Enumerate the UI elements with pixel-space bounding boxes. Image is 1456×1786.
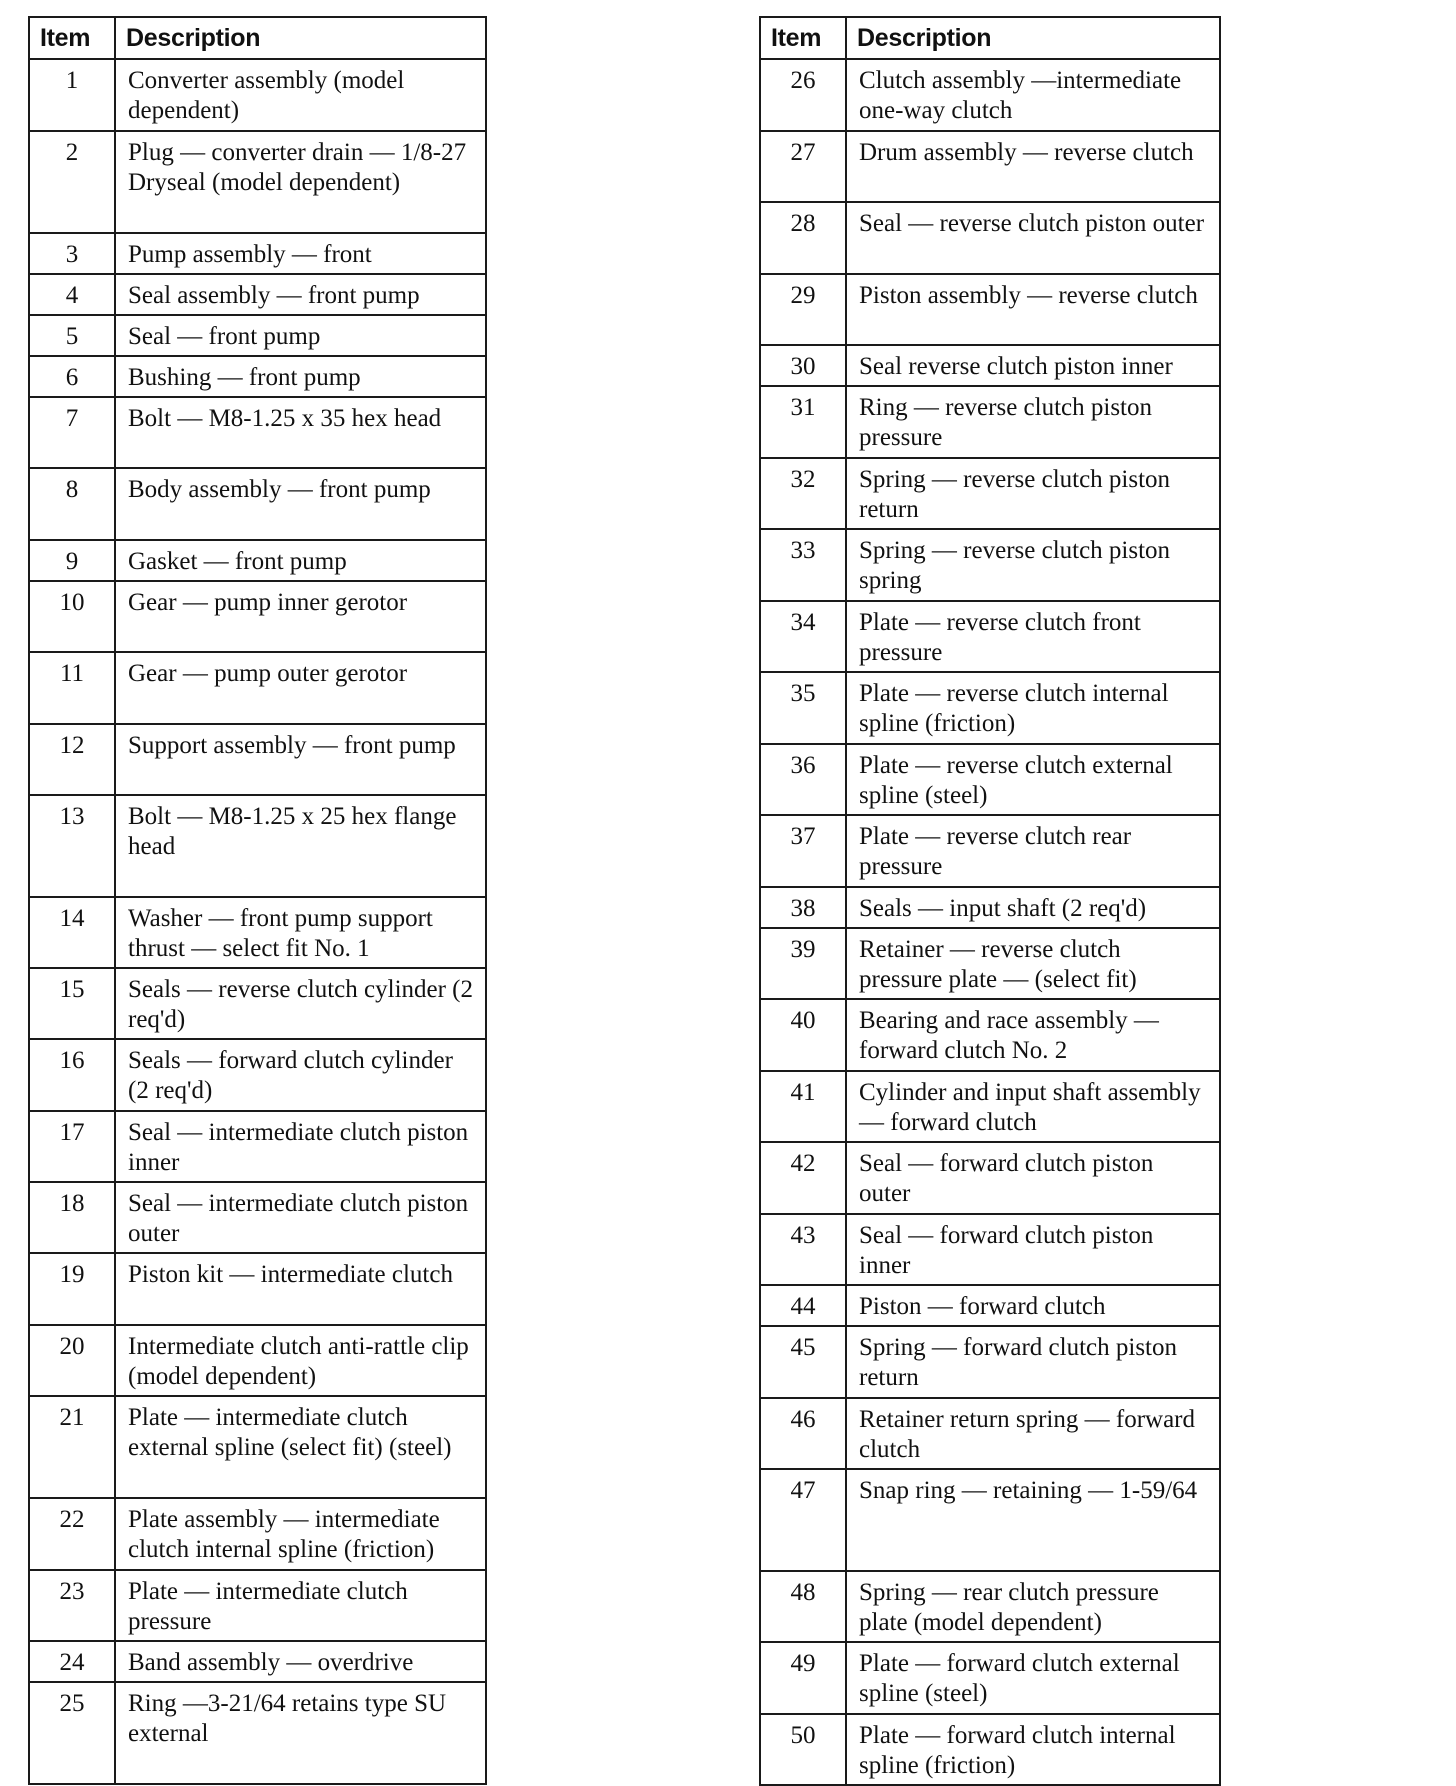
item-number: 27 bbox=[760, 131, 846, 202]
item-number: 2 bbox=[29, 131, 115, 233]
item-number: 21 bbox=[29, 1396, 115, 1498]
item-number: 20 bbox=[29, 1325, 115, 1396]
item-number: 13 bbox=[29, 795, 115, 897]
table-row bbox=[760, 1214, 1220, 1285]
item-number: 32 bbox=[760, 458, 846, 529]
item-number: 40 bbox=[760, 999, 846, 1071]
table-row bbox=[760, 529, 1220, 601]
item-number: 45 bbox=[760, 1326, 846, 1398]
table-row bbox=[29, 581, 486, 652]
table-row bbox=[29, 897, 486, 968]
table-row bbox=[29, 468, 486, 540]
item-number: 36 bbox=[760, 744, 846, 815]
table-row bbox=[29, 1039, 486, 1111]
item-number: 42 bbox=[760, 1142, 846, 1214]
item-description: Bushing — front pump bbox=[115, 356, 486, 397]
table-row bbox=[29, 1570, 486, 1641]
item-description: Body assembly — front pump bbox=[115, 468, 486, 540]
item-number: 23 bbox=[29, 1570, 115, 1641]
item-description: Plug — converter drain — 1/8-27 Dryseal (model dependent) bbox=[115, 131, 486, 233]
item-description: Pump assembly — front bbox=[115, 233, 486, 274]
item-description: Piston — forward clutch bbox=[846, 1285, 1220, 1326]
table-row bbox=[760, 202, 1220, 274]
item-number: 12 bbox=[29, 724, 115, 795]
table-row bbox=[29, 131, 486, 233]
item-number: 11 bbox=[29, 652, 115, 724]
table-row bbox=[29, 1325, 486, 1396]
item-description: Cylinder and input shaft assembly — forward clutch bbox=[846, 1071, 1220, 1142]
item-description: Gear — pump inner gerotor bbox=[115, 581, 486, 652]
table-row bbox=[760, 1714, 1220, 1785]
table-row bbox=[29, 540, 486, 581]
item-description: Seals — forward clutch cylinder (2 req'd) bbox=[115, 1039, 486, 1111]
item-number: 14 bbox=[29, 897, 115, 968]
item-number: 41 bbox=[760, 1071, 846, 1142]
item-header: Item bbox=[760, 17, 846, 59]
item-number: 33 bbox=[760, 529, 846, 601]
table-row bbox=[29, 1682, 486, 1784]
item-description: Seal reverse clutch piston inner bbox=[846, 345, 1220, 386]
table-row bbox=[29, 315, 486, 356]
item-number: 38 bbox=[760, 887, 846, 928]
item-number: 30 bbox=[760, 345, 846, 386]
item-description: Ring — reverse clutch piston pressure bbox=[846, 386, 1220, 458]
header-row bbox=[760, 17, 1220, 59]
table-row bbox=[760, 999, 1220, 1071]
table-row bbox=[29, 233, 486, 274]
item-number: 44 bbox=[760, 1285, 846, 1326]
item-description: Plate — forward clutch external spline (steel) bbox=[846, 1642, 1220, 1714]
item-description: Washer — front pump support thrust — select fit No. 1 bbox=[115, 897, 486, 968]
item-description: Band assembly — overdrive bbox=[115, 1641, 486, 1682]
item-description: Seal — intermediate clutch piston inner bbox=[115, 1111, 486, 1182]
item-header: Item bbox=[29, 17, 115, 59]
item-number: 9 bbox=[29, 540, 115, 581]
parts-table-left-body bbox=[29, 59, 486, 1784]
item-description: Seal assembly — front pump bbox=[115, 274, 486, 315]
item-number: 19 bbox=[29, 1253, 115, 1325]
item-description: Seals — input shaft (2 req'd) bbox=[846, 887, 1220, 928]
item-description: Spring — reverse clutch piston spring bbox=[846, 529, 1220, 601]
table-row bbox=[29, 274, 486, 315]
table-row bbox=[760, 672, 1220, 744]
table-row bbox=[760, 131, 1220, 202]
item-description: Spring — rear clutch pressure plate (model dependent) bbox=[846, 1571, 1220, 1642]
table-row bbox=[29, 1396, 486, 1498]
item-description: Bolt — M8-1.25 x 35 hex head bbox=[115, 397, 486, 468]
table-row bbox=[29, 1182, 486, 1253]
table-row bbox=[760, 928, 1220, 999]
table-row bbox=[760, 744, 1220, 815]
item-number: 39 bbox=[760, 928, 846, 999]
item-number: 4 bbox=[29, 274, 115, 315]
item-description: Drum assembly — reverse clutch bbox=[846, 131, 1220, 202]
item-description: Bearing and race assembly — forward clutch No. 2 bbox=[846, 999, 1220, 1071]
item-description: Gasket — front pump bbox=[115, 540, 486, 581]
table-row bbox=[760, 386, 1220, 458]
item-description: Plate — intermediate clutch pressure bbox=[115, 1570, 486, 1641]
table-row bbox=[760, 458, 1220, 529]
item-description: Plate — reverse clutch rear pressure bbox=[846, 815, 1220, 887]
table-row bbox=[760, 601, 1220, 672]
item-description: Spring — reverse clutch piston return bbox=[846, 458, 1220, 529]
table-row bbox=[760, 815, 1220, 887]
item-number: 15 bbox=[29, 968, 115, 1039]
table-row bbox=[760, 1142, 1220, 1214]
table-row bbox=[29, 1498, 486, 1570]
table-row bbox=[760, 1469, 1220, 1571]
table-row bbox=[760, 345, 1220, 386]
table-row bbox=[29, 652, 486, 724]
description-header: Description bbox=[846, 17, 1220, 59]
parts-table-right-body bbox=[760, 59, 1220, 1785]
item-description: Seals — reverse clutch cylinder (2 req'd) bbox=[115, 968, 486, 1039]
table-row bbox=[760, 59, 1220, 131]
item-description: Retainer return spring — forward clutch bbox=[846, 1398, 1220, 1469]
item-number: 29 bbox=[760, 274, 846, 345]
item-description: Plate — reverse clutch front pressure bbox=[846, 601, 1220, 672]
table-row bbox=[760, 1326, 1220, 1398]
item-description: Plate — reverse clutch internal spline (friction) bbox=[846, 672, 1220, 744]
item-description: Clutch assembly —intermediate one-way clutch bbox=[846, 59, 1220, 131]
table-row bbox=[760, 1398, 1220, 1469]
item-number: 43 bbox=[760, 1214, 846, 1285]
item-description: Seal — forward clutch piston inner bbox=[846, 1214, 1220, 1285]
table-row bbox=[29, 1111, 486, 1182]
item-number: 31 bbox=[760, 386, 846, 458]
item-number: 48 bbox=[760, 1571, 846, 1642]
item-description: Intermediate clutch anti-rattle clip (model dependent) bbox=[115, 1325, 486, 1396]
item-description: Ring —3-21/64 retains type SU external bbox=[115, 1682, 486, 1784]
item-description: Plate — forward clutch internal spline (friction) bbox=[846, 1714, 1220, 1785]
item-description: Seal — forward clutch piston outer bbox=[846, 1142, 1220, 1214]
table-row bbox=[29, 397, 486, 468]
item-number: 49 bbox=[760, 1642, 846, 1714]
item-description: Bolt — M8-1.25 x 25 hex flange head bbox=[115, 795, 486, 897]
item-number: 18 bbox=[29, 1182, 115, 1253]
item-number: 50 bbox=[760, 1714, 846, 1785]
table-row bbox=[29, 795, 486, 897]
item-description: Plate — reverse clutch external spline (steel) bbox=[846, 744, 1220, 815]
table-row bbox=[760, 887, 1220, 928]
table-row bbox=[760, 1571, 1220, 1642]
table-row bbox=[29, 1253, 486, 1325]
header-row bbox=[29, 17, 486, 59]
item-description: Plate assembly — intermediate clutch internal spline (friction) bbox=[115, 1498, 486, 1570]
table-row bbox=[29, 59, 486, 131]
item-description: Piston kit — intermediate clutch bbox=[115, 1253, 486, 1325]
item-description: Plate — intermediate clutch external spline (select fit) (steel) bbox=[115, 1396, 486, 1498]
table-row bbox=[29, 1641, 486, 1682]
item-number: 6 bbox=[29, 356, 115, 397]
table-row bbox=[760, 274, 1220, 345]
item-number: 34 bbox=[760, 601, 846, 672]
item-number: 28 bbox=[760, 202, 846, 274]
table-row bbox=[760, 1285, 1220, 1326]
parts-table-right bbox=[759, 16, 1221, 1786]
item-description: Piston assembly — reverse clutch bbox=[846, 274, 1220, 345]
item-description: Seal — intermediate clutch piston outer bbox=[115, 1182, 486, 1253]
table-row bbox=[29, 968, 486, 1039]
item-number: 25 bbox=[29, 1682, 115, 1784]
item-description: Retainer — reverse clutch pressure plate — (select fit) bbox=[846, 928, 1220, 999]
item-number: 26 bbox=[760, 59, 846, 131]
item-description: Support assembly — front pump bbox=[115, 724, 486, 795]
item-number: 7 bbox=[29, 397, 115, 468]
table-row bbox=[760, 1642, 1220, 1714]
table-row bbox=[760, 1071, 1220, 1142]
table-row bbox=[29, 724, 486, 795]
item-description: Snap ring — retaining — 1-59/64 bbox=[846, 1469, 1220, 1571]
item-number: 1 bbox=[29, 59, 115, 131]
description-header: Description bbox=[115, 17, 486, 59]
item-description: Gear — pump outer gerotor bbox=[115, 652, 486, 724]
item-number: 22 bbox=[29, 1498, 115, 1570]
item-number: 35 bbox=[760, 672, 846, 744]
item-number: 8 bbox=[29, 468, 115, 540]
parts-table-left bbox=[28, 16, 487, 1785]
item-number: 37 bbox=[760, 815, 846, 887]
item-number: 46 bbox=[760, 1398, 846, 1469]
item-number: 3 bbox=[29, 233, 115, 274]
item-number: 47 bbox=[760, 1469, 846, 1571]
item-number: 17 bbox=[29, 1111, 115, 1182]
item-description: Spring — forward clutch piston return bbox=[846, 1326, 1220, 1398]
item-number: 16 bbox=[29, 1039, 115, 1111]
item-description: Converter assembly (model dependent) bbox=[115, 59, 486, 131]
item-description: Seal — front pump bbox=[115, 315, 486, 356]
item-number: 24 bbox=[29, 1641, 115, 1682]
item-number: 10 bbox=[29, 581, 115, 652]
item-number: 5 bbox=[29, 315, 115, 356]
table-row bbox=[29, 356, 486, 397]
item-description: Seal — reverse clutch piston outer bbox=[846, 202, 1220, 274]
